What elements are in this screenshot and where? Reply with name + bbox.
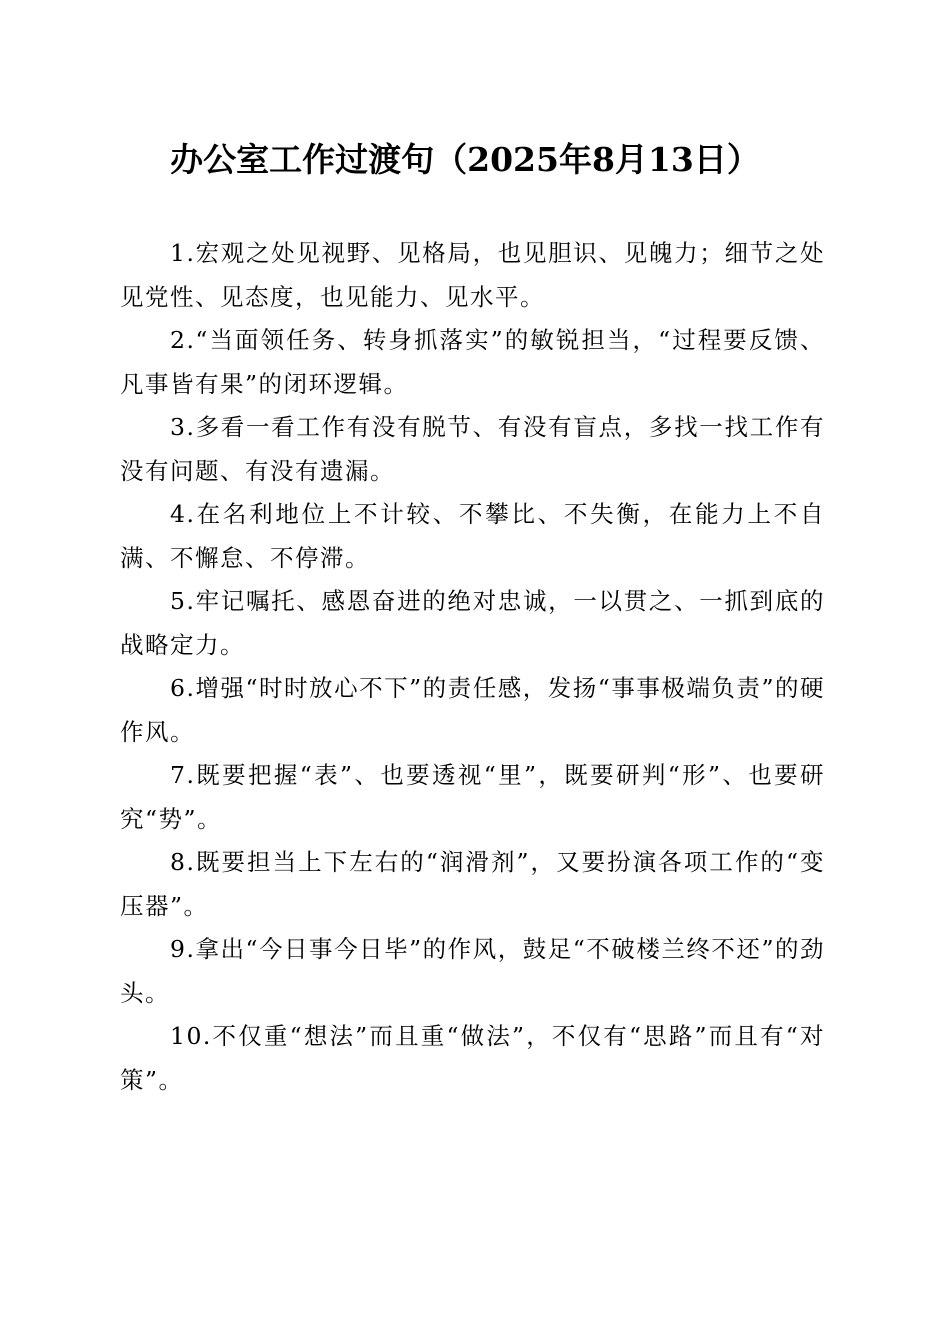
paragraph-2: 2.“当面领任务、转身抓落实”的敏锐担当，“过程要反馈、凡事皆有果”的闭环逻辑。 — [120, 326, 825, 398]
paragraph-5: 5.牢记嘱托、感恩奋进的绝对忠诚，一以贯之、一抓到底的战略定力。 — [120, 587, 825, 659]
paragraph-3: 3.多看一看工作有没有脱节、有没有盲点，多找一找工作有没有问题、有没有遗漏。 — [120, 413, 825, 485]
paragraph-4: 4.在名利地位上不计较、不攀比、不失衡，在能力上不自满、不懈怠、不停滞。 — [120, 500, 825, 572]
paragraph-10: 10.不仅重“想法”而且重“做法”，不仅有“思路”而且有“对策”。 — [120, 1022, 825, 1094]
paragraph-7: 7.既要把握“表”、也要透视“里”，既要研判“形”、也要研究“势”。 — [120, 761, 825, 833]
paragraph-9: 9.拿出“今日事今日毕”的作风，鼓足“不破楼兰终不还”的劲头。 — [120, 935, 825, 1007]
document-body — [120, 232, 825, 1102]
document-title: 办公室工作过渡句（2025年8月13日） — [170, 140, 760, 179]
paragraph-8: 8.既要担当上下左右的“润滑剂”，又要扮演各项工作的“变压器”。 — [120, 848, 825, 920]
paragraph-1: 1.宏观之处见视野、见格局，也见胆识、见魄力；细节之处见党性、见态度，也见能力、见水平。 — [120, 239, 825, 311]
paragraph-6: 6.增强“时时放心不下”的责任感，发扬“事事极端负责”的硬作风。 — [120, 674, 825, 746]
